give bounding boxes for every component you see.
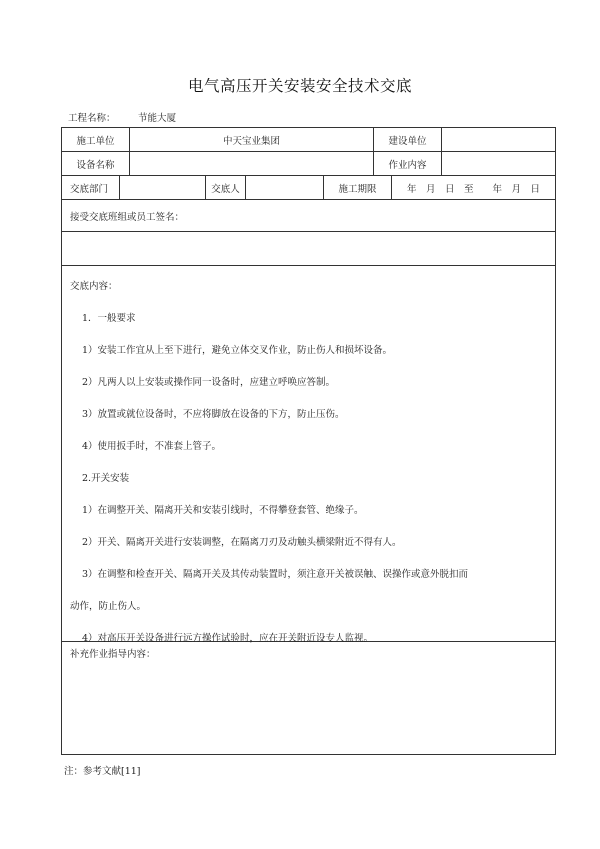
- document-title: 电气高压开关安装安全技术交底: [187, 77, 412, 95]
- equipment-value[interactable]: [130, 152, 374, 175]
- row-department: [62, 176, 555, 200]
- content-line: 2.开关安装: [82, 473, 130, 484]
- construction-unit-value[interactable]: 中天宝业集团: [130, 128, 374, 151]
- signature-label: 接受交底班组或员工签名：: [70, 211, 185, 223]
- content-line: 2）凡两人以上安装或操作同一设备时，应建立呼唤应答制。: [82, 377, 336, 388]
- briefer-label: 交底人: [206, 176, 246, 199]
- row-equipment: [62, 152, 555, 176]
- period-label: 施工期限: [324, 176, 392, 199]
- content-line: 3）放置或就位设备时，不应将脚放在设备的下方，防止压伤。: [82, 409, 345, 420]
- briefer-value[interactable]: [246, 176, 324, 199]
- builder-value[interactable]: [442, 128, 555, 151]
- equipment-label: 设备名称: [62, 152, 130, 175]
- content-line: 1）安装工作宜从上至下进行，避免立体交叉作业，防止伤人和损坏设备。: [82, 345, 393, 356]
- signature-area[interactable]: [62, 232, 555, 266]
- content-line: 1）在调整开关、隔离开关和安装引线时，不得攀登套管、绝缘子。: [82, 505, 364, 516]
- content-line: 动作，防止伤人。: [70, 601, 147, 612]
- project-name-line: [68, 110, 176, 124]
- row-signature-label: [62, 200, 555, 232]
- project-name-value: 节能大厦: [138, 113, 177, 124]
- row-construction-unit: [62, 128, 555, 152]
- work-content-value[interactable]: [442, 152, 555, 175]
- project-name-label: 工程名称：: [68, 113, 116, 124]
- content-line: 4）对高压开关设备进行远方操作试验时，应在开关附近设专人监视。: [82, 633, 374, 644]
- dept-value[interactable]: [120, 176, 206, 199]
- builder-label: 建设单位: [374, 128, 442, 151]
- disclosure-form: [61, 127, 556, 755]
- content-heading: 交底内容：: [70, 281, 118, 292]
- dept-label: 交底部门: [62, 176, 120, 199]
- content-line: 3）在调整和检查开关、隔离开关及其传动装置时，须注意开关被误触、误操作或意外脱扣而: [82, 569, 469, 580]
- content-line: 2）开关、隔离开关进行安装调整，在隔离刀刃及动触头横梁附近不得有人。: [82, 537, 402, 548]
- construction-unit-label: 施工单位: [62, 128, 130, 151]
- work-content-label: 作业内容: [374, 152, 442, 175]
- content-line: 1．一般要求: [82, 313, 136, 324]
- disclosure-content: [62, 266, 555, 642]
- period-value[interactable]: 年 月 日 至 年 月 日: [406, 183, 540, 195]
- reference-note: 注：参考文献[11]: [64, 766, 141, 777]
- content-line: 4）使用扳手时，不准套上管子。: [82, 441, 222, 452]
- supplement-label: 补充作业指导内容：: [70, 649, 156, 660]
